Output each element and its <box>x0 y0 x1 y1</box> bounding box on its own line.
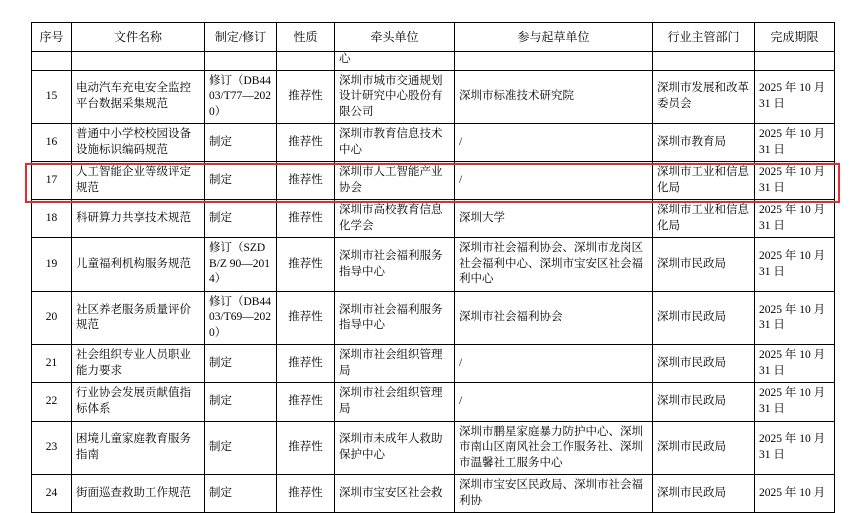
table-row <box>32 383 835 421</box>
cell-join: 深圳大学 <box>455 200 653 238</box>
cell-type: 制定 <box>205 475 277 513</box>
cell-dept: 深圳市民政局 <box>653 238 755 292</box>
cell-date: 2025 年 10 月 31 日 <box>755 291 835 345</box>
table-row <box>32 238 835 292</box>
cell-dept: 深圳市民政局 <box>653 475 755 513</box>
cell-dept: 深圳市工业和信息化局 <box>653 162 755 200</box>
cell-no: 20 <box>32 291 72 345</box>
cell-lead: 深圳市高校教育信息化学会 <box>335 200 455 238</box>
cell-name: 街面巡查救助工作规范 <box>72 475 205 513</box>
cell-name: 困境儿童家庭教育服务指南 <box>72 421 205 475</box>
cell-date: 2025 年 10 月 31 日 <box>755 345 835 383</box>
cell-date: 2025 年 10 月 31 日 <box>755 200 835 238</box>
cell-type: 制定 <box>205 421 277 475</box>
cell-no: 24 <box>32 475 72 513</box>
cell-join: 深圳市社会福利协会 <box>455 291 653 345</box>
cell-lead: 深圳市人工智能产业协会 <box>335 162 455 200</box>
cell-lead: 深圳市城市交通规划设计研究中心股份有限公司 <box>335 70 455 124</box>
cell-name: 社区养老服务质量评价规范 <box>72 291 205 345</box>
cell-name: 电动汽车充电安全监控平台数据采集规范 <box>72 70 205 124</box>
cell-lead: 深圳市宝安区社会救 <box>335 475 455 513</box>
cell-type: 制定 <box>205 345 277 383</box>
table-row <box>32 345 835 383</box>
cell-type: 修订（SZDB/Z 90—2014） <box>205 238 277 292</box>
table-row <box>32 52 835 71</box>
cell-no: 18 <box>32 200 72 238</box>
cell-nature: 推荐性 <box>277 475 335 513</box>
cell-lead: 深圳市教育信息技术中心 <box>335 124 455 162</box>
cell-nature: 推荐性 <box>277 383 335 421</box>
cell-name: 人工智能企业等级评定规范 <box>72 162 205 200</box>
cell-name: 儿童福利机构服务规范 <box>72 238 205 292</box>
cell-name <box>72 52 205 71</box>
cell-no: 22 <box>32 383 72 421</box>
cell-join: 深圳市社会福利协会、深圳市龙岗区社会福利中心、深圳市宝安区社会福利中心 <box>455 238 653 292</box>
table-row <box>32 124 835 162</box>
column-header-join: 参与起草单位 <box>455 23 653 52</box>
cell-name: 行业协会发展贡献值指标体系 <box>72 383 205 421</box>
cell-nature: 推荐性 <box>277 70 335 124</box>
column-header-nature: 性质 <box>277 23 335 52</box>
cell-no: 21 <box>32 345 72 383</box>
cell-type: 制定 <box>205 383 277 421</box>
cell-join: / <box>455 162 653 200</box>
cell-join: 深圳市鹏星家庭暴力防护中心、深圳市南山区南风社会工作服务社、深圳市温馨社工服务中心 <box>455 421 653 475</box>
cell-no: 19 <box>32 238 72 292</box>
table-row <box>32 421 835 475</box>
column-header-dept: 行业主管部门 <box>653 23 755 52</box>
cell-lead: 深圳市社会组织管理局 <box>335 383 455 421</box>
cell-join: 深圳市宝安区民政局、深圳市社会福利协 <box>455 475 653 513</box>
cell-date: 2025 年 10 月 <box>755 475 835 513</box>
cell-date: 2025 年 10 月 31 日 <box>755 70 835 124</box>
cell-lead: 心 <box>335 52 455 71</box>
table-header-row <box>32 23 835 52</box>
cell-date: 2025 年 10 月 31 日 <box>755 421 835 475</box>
table-body <box>32 52 835 513</box>
cell-join: / <box>455 383 653 421</box>
table-row <box>32 475 835 513</box>
cell-join: / <box>455 345 653 383</box>
cell-date: 2025 年 10 月 31 日 <box>755 238 835 292</box>
cell-no <box>32 52 72 71</box>
cell-lead: 深圳市未成年人救助保护中心 <box>335 421 455 475</box>
cell-no: 17 <box>32 162 72 200</box>
cell-nature: 推荐性 <box>277 345 335 383</box>
cell-lead: 深圳市社会组织管理局 <box>335 345 455 383</box>
cell-date: 2025 年 10 月 31 日 <box>755 124 835 162</box>
cell-lead: 深圳市社会福利服务指导中心 <box>335 238 455 292</box>
cell-type: 制定 <box>205 200 277 238</box>
cell-dept: 深圳市发展和改革委员会 <box>653 70 755 124</box>
cell-dept: 深圳市民政局 <box>653 421 755 475</box>
column-header-no: 序号 <box>32 23 72 52</box>
cell-no: 23 <box>32 421 72 475</box>
cell-join: 深圳市标准技术研究院 <box>455 70 653 124</box>
column-header-name: 文件名称 <box>72 23 205 52</box>
column-header-type: 制定/修订 <box>205 23 277 52</box>
standards-table <box>31 22 835 513</box>
table-row <box>32 291 835 345</box>
cell-type: 修订（DB4403/T69—2020） <box>205 291 277 345</box>
table-header <box>32 23 835 52</box>
cell-dept: 深圳市民政局 <box>653 291 755 345</box>
cell-name: 科研算力共享技术规范 <box>72 200 205 238</box>
cell-dept: 深圳市工业和信息化局 <box>653 200 755 238</box>
cell-nature: 推荐性 <box>277 421 335 475</box>
cell-date <box>755 52 835 71</box>
cell-join: / <box>455 124 653 162</box>
cell-nature: 推荐性 <box>277 200 335 238</box>
cell-no: 15 <box>32 70 72 124</box>
table-row <box>32 200 835 238</box>
column-header-date: 完成期限 <box>755 23 835 52</box>
cell-nature: 推荐性 <box>277 162 335 200</box>
cell-name: 普通中小学校校园设备设施标识编码规范 <box>72 124 205 162</box>
cell-type: 制定 <box>205 162 277 200</box>
table-row <box>32 70 835 124</box>
cell-dept <box>653 52 755 71</box>
cell-nature <box>277 52 335 71</box>
cell-dept: 深圳市教育局 <box>653 124 755 162</box>
cell-name: 社会组织专业人员职业能力要求 <box>72 345 205 383</box>
cell-lead: 深圳市社会福利服务指导中心 <box>335 291 455 345</box>
cell-type <box>205 52 277 71</box>
column-header-lead: 牵头单位 <box>335 23 455 52</box>
cell-nature: 推荐性 <box>277 124 335 162</box>
cell-nature: 推荐性 <box>277 238 335 292</box>
cell-nature: 推荐性 <box>277 291 335 345</box>
cell-join <box>455 52 653 71</box>
cell-dept: 深圳市民政局 <box>653 383 755 421</box>
table-row-highlighted <box>32 162 835 200</box>
cell-type: 制定 <box>205 124 277 162</box>
cell-date: 2025 年 10 月 31 日 <box>755 162 835 200</box>
cell-dept: 深圳市民政局 <box>653 345 755 383</box>
cell-type: 修订（DB4403/T77—2020） <box>205 70 277 124</box>
cell-no: 16 <box>32 124 72 162</box>
cell-date: 2025 年 10 月 31 日 <box>755 383 835 421</box>
